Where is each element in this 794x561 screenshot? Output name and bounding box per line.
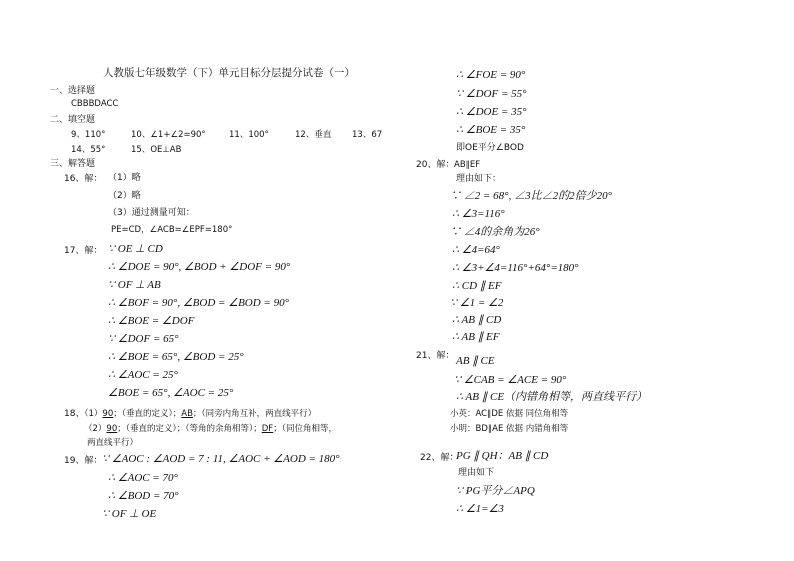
q22-line: 理由如下 — [458, 468, 495, 478]
page-title: 人教版七年级数学（下）单元目标分层提分试卷（一） — [103, 67, 355, 79]
q18-row-1: （1）90；（垂直的定义）；AB；（同旁内角互补，两直线平行） — [80, 409, 317, 419]
q17-label: 17、解： — [64, 246, 103, 256]
q18-blank: 90 — [106, 424, 118, 434]
q20-line: ∴ ∠3=116° — [452, 208, 505, 220]
q16-line: （3）通过测量可知： — [108, 208, 195, 218]
q16-line: PE=CD，∠ACB=∠EPF=180° — [111, 225, 233, 235]
fill-q13: 13、67 — [352, 130, 383, 140]
q20-line: ∴ ∠3+∠4=116°+64°=180° — [452, 262, 579, 274]
q22-label: 22、解： — [420, 453, 459, 463]
q17-line: ∴ ∠DOE = 90°, ∠BOD + ∠DOF = 90° — [108, 261, 291, 273]
q20-line: ∵ ∠2 = 68°, ∠3比∠2的2倍少20° — [450, 190, 612, 202]
q19-line: ∵ OF ⊥ OE — [102, 508, 157, 520]
q19-line: ∴ ∠BOD = 70° — [108, 490, 179, 502]
q21-line: ∵ ∠CAB = ∠ACE = 90° — [454, 374, 567, 386]
q19-line: ∵ ∠DOF = 55° — [456, 88, 527, 100]
q17-line: ∴ ∠AOC = 25° — [108, 369, 178, 381]
q18-row-3: 两直线平行） — [87, 438, 139, 448]
q20-line: 理由如下： — [456, 174, 502, 184]
q21-line: ∴ AB ∥ CE（内错角相等，两直线平行） — [456, 391, 648, 403]
q19-label: 19、解： — [64, 456, 103, 466]
q19-line: 即OE平分∠BOD — [456, 143, 524, 153]
q19-line: ∴ ∠AOC = 70° — [108, 472, 178, 484]
q21-label: 21、解： — [416, 351, 455, 361]
fill-q10: 10、∠1+∠2=90° — [131, 130, 206, 140]
q20-line: ∴ AB ∥ EF — [452, 331, 500, 343]
q17-line: ∴ ∠BOE = ∠DOF — [108, 315, 195, 327]
fill-q15: 15、OE⊥AB — [131, 145, 182, 155]
q19-line: ∴ ∠BOE = 35° — [456, 124, 526, 136]
q18-row-2: （2）90；（垂直的定义）；（等角的余角相等）；DF；（同位角相等， — [84, 424, 337, 434]
q18-label: 18、 — [64, 409, 85, 419]
q17-line: ∴ ∠BOF = 90°, ∠BOD = ∠BOD = 90° — [108, 297, 289, 309]
q16-line: （2）略 — [108, 191, 141, 201]
q20-line: ∴ ∠4=64° — [452, 244, 500, 256]
fill-q14: 14、55° — [71, 145, 106, 155]
q17-line: ∠BOE = 65°, ∠AOC = 25° — [108, 387, 234, 399]
q19-line: ∴ ∠DOE = 35° — [456, 106, 527, 118]
q17-line: ∵ OF ⊥ AB — [108, 279, 161, 291]
q21-line: AB ∥ CE — [456, 355, 495, 367]
choice-answers: CBBBDACC — [71, 99, 119, 109]
section-2-heading: 二、填空题 — [50, 115, 96, 125]
q16-label: 16、解： — [64, 174, 103, 184]
q20-line: AB∥EF — [454, 160, 481, 170]
q20-line: ∴ CD ∥ EF — [452, 280, 502, 292]
section-1-heading: 一、选择题 — [50, 86, 96, 96]
q21-line: 小英：AC∥DE 依据 同位角相等 — [450, 409, 569, 419]
q17-line: ∵ ∠DOF = 65° — [108, 333, 179, 345]
q17-line: ∵ OE ⊥ CD — [108, 243, 163, 255]
q20-line: ∴ AB ∥ CD — [452, 314, 502, 326]
q18-blank: AB — [181, 409, 193, 419]
q20-line: ∵ ∠1 = ∠2 — [450, 297, 504, 309]
q18-blank: DF — [261, 424, 274, 434]
fill-q11: 11、100° — [229, 130, 269, 140]
q20-line: ∵ ∠4的余角为26° — [450, 226, 540, 238]
q22-line: ∴ ∠1=∠3 — [456, 503, 504, 515]
q19-line: ∵ ∠AOC : ∠AOD = 7 : 11, ∠AOC + ∠AOD = 180° — [102, 453, 340, 465]
q22-line: PG ∥ QH：AB ∥ CD — [456, 450, 549, 462]
q16-line: （1）略 — [108, 173, 141, 183]
q17-line: ∴ ∠BOE = 65°, ∠BOD = 25° — [108, 351, 244, 363]
fill-q9: 9、110° — [71, 130, 106, 140]
q19-line: ∴ ∠FOE = 90° — [456, 69, 526, 81]
fill-q12: 12、垂直 — [295, 130, 332, 140]
q18-blank: 90 — [102, 409, 114, 419]
q21-line: 小明：BD∥AE 依据 内错角相等 — [450, 424, 569, 434]
section-3-heading: 三、解答题 — [50, 159, 96, 169]
q20-label: 20、解： — [416, 160, 455, 170]
q22-line: ∵ PG平分∠APQ — [456, 485, 535, 497]
